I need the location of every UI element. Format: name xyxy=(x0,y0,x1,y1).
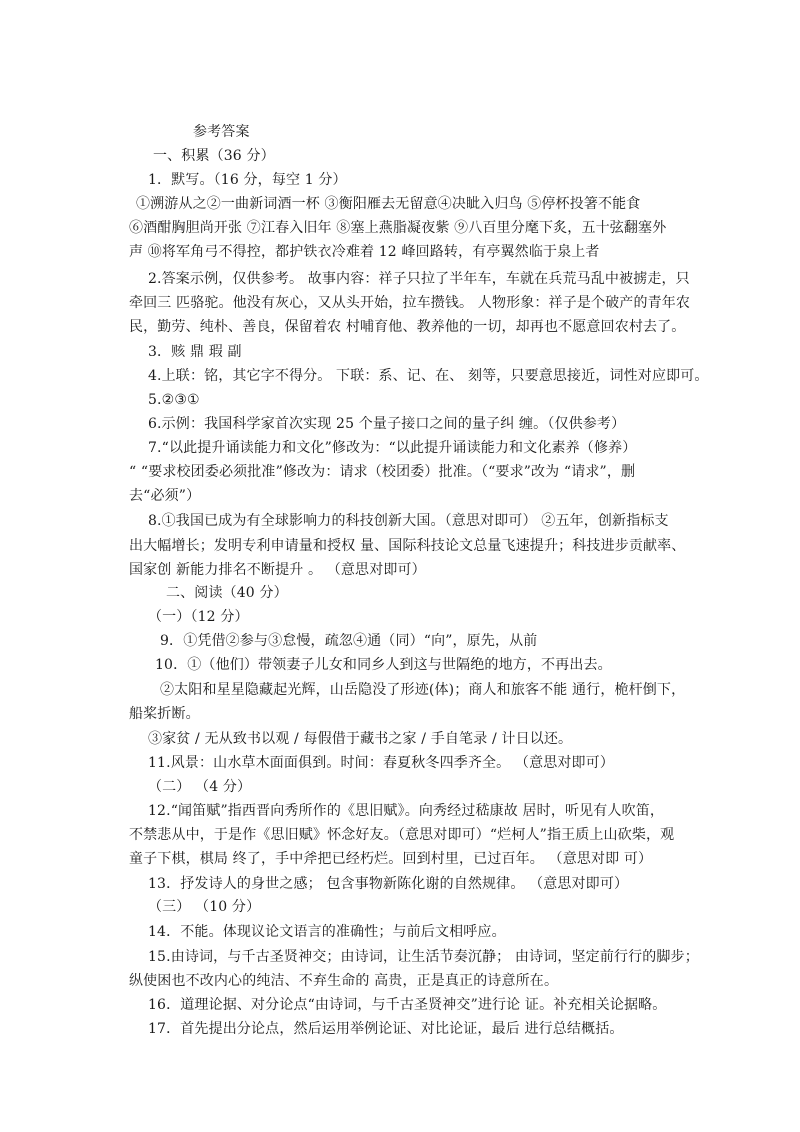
text-line: 9．①凭借②参与③怠慢，疏忽④通（同）“向”，原先，从前 xyxy=(160,633,538,649)
text-line: 17．首先提出分论点，然后运用举例论证、对比论证，最后 进行总结概括。 xyxy=(148,1021,624,1037)
text-line: ①溯游从之②一曲新词酒一杯 ③衡阳雁去无留意④决眦入归鸟 ⑤停杯投箸不能食 xyxy=(136,196,641,212)
section-heading: 一、积累（36 分） xyxy=(153,148,275,164)
text-line: 14．不能。体现议论文语言的准确性；与前后文相呼应。 xyxy=(148,924,506,940)
text-line: 童子下棋，棋局 终了，手中斧把已经朽烂。回到村里，已过百年。 （意思对即 可） xyxy=(129,851,653,867)
text-line: ②太阳和星星隐藏起光辉，山岳隐没了形迹(体)；商人和旅客不能 通行，桅杆倒下， xyxy=(160,682,686,698)
text-line: 5.②③① xyxy=(148,392,200,408)
text-line: 出大幅增长；发明专利申请量和授权 量、国际科技论文总量飞速提升；科技进步贡献率、 xyxy=(129,538,686,554)
text-line: 15.由诗词，与千古圣贤神交；由诗词，让生活节奏沉静； 由诗词，坚定前行行的脚步； xyxy=(148,949,699,965)
text-line: 13．抒发诗人的身世之感； 包含事物新陈化谢的自然规律。 （意思对即可） xyxy=(148,876,629,892)
text-line: ⑥酒酣胸胆尚开张 ⑦江春入旧年 ⑧塞上燕脂凝夜紫 ⑨八百里分麾下炙，五十弦翻塞外 xyxy=(129,220,667,236)
text-line: 2.答案示例，仅供参考。 故事内容：祥子只拉了半年车，车就在兵荒马乱中被掳走，只 xyxy=(148,271,690,287)
text-line: 船桨折断。 xyxy=(129,706,200,722)
text-line: 牵回三 匹骆驼。他没有灰心，又从头开始，拉车攒钱。 人物形象：祥子是个破产的青年农 xyxy=(129,295,691,311)
text-line: 民，勤劳、纯朴、善良，保留着农 村哺育他、教养他的一切，却再也不愿意回农村去了。 xyxy=(129,319,686,335)
text-line: 去“必须”） xyxy=(129,488,201,504)
text-line: 1．默写。（16 分，每空 1 分） xyxy=(148,172,347,188)
text-line: 11.风景：山水草木面面俱到。时间：春夏秋冬四季齐全。 （意思对即可） xyxy=(148,755,614,771)
text-line: 8.①我国已成为有全球影响力的科技创新大国。（意思对即可） ②五年，创新指标支 xyxy=(148,513,669,529)
text-line: 6.示例：我国科学家首次实现 25 个量子接口之间的量子纠 缠。（仅供参考） xyxy=(148,416,626,432)
text-line: ③家贫 / 无从致书以观 / 每假借于藏书之家 / 手自笔录 / 计日以还。 xyxy=(148,731,573,747)
text-line: 不禁悲从中，于是作《思旧赋》怀念好友。（意思对即可）“烂柯人”指王质上山砍柴，观 xyxy=(129,827,675,843)
subsection-heading: （三） （10 分） xyxy=(148,899,261,915)
text-line: 4.上联：铭，其它字不得分。 下联：系、记、在、 刻等，只要意思接近，词性对应即可。 xyxy=(148,368,709,384)
section-heading: 二、阅读（40 分） xyxy=(166,585,288,601)
text-line: 国家创 新能力排名不断提升 。 （意思对即可） xyxy=(129,562,426,578)
subsection-heading: （一）（12 分） xyxy=(148,609,249,625)
text-line: 纵使困也不改内心的纯洁、不弃生命的 高贵，正是真正的诗意所在。 xyxy=(129,973,559,989)
text-line: 3．赅 鼎 瑕 副 xyxy=(148,344,242,360)
text-line: “ “要求校团委必须批准”修改为：请求（校团委）批准。（“要求”改为 “请求”，删 xyxy=(129,464,636,480)
page-title: 参考答案 xyxy=(193,124,250,140)
text-line: 10．①（他们）带领妻子儿女和同乡人到这与世隔绝的地方，不再出去。 xyxy=(155,657,612,673)
text-line: 12.“闻笛赋”指西晋向秀所作的《思旧赋》。向秀经过嵇康故 居时，听见有人吹笛， xyxy=(148,803,665,819)
text-line: 16．道理论据、对分论点“由诗词，与千古圣贤神交”进行论 证。补充相关论据略。 xyxy=(148,997,667,1013)
text-line: 7.“以此提升诵读能力和文化”修改为：“以此提升诵读能力和文化素养（修养） xyxy=(148,440,637,456)
text-line: 声 ⑩将军角弓不得控，都护铁衣冷难着 12 峰回路转，有亭翼然临于泉上者 xyxy=(129,244,600,260)
subsection-heading: （二） （4 分） xyxy=(148,779,252,795)
